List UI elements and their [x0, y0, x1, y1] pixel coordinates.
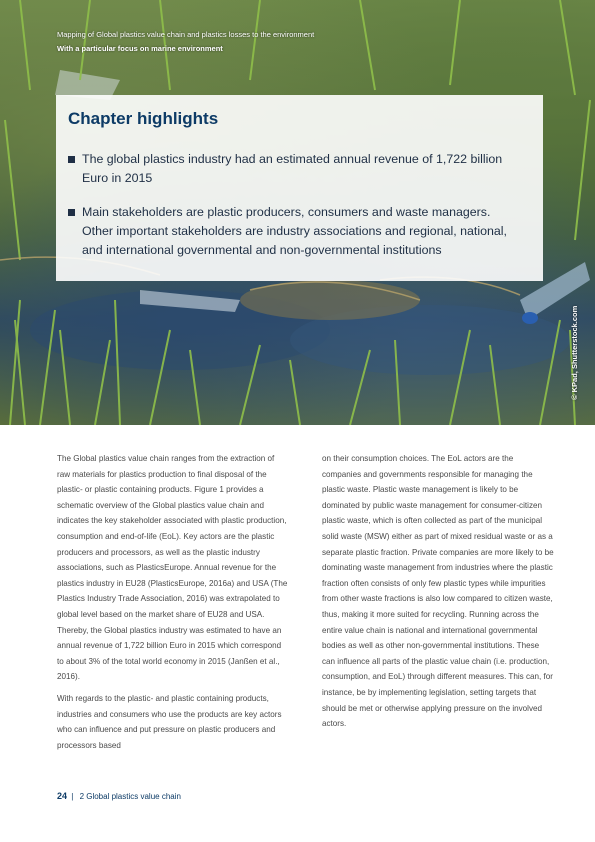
highlight-item	[68, 203, 518, 260]
body-paragraph: on their consumption choices. The EoL actors are the companies and governments responsible for managing the plastic waste. Plastic waste management is likely to be dominated by public waste management for consumer-citizen plastic waste, which is often collected as part of the municipal solid waste (MSW) either as part of mixed residual waste or as a separate plastic fraction. Private companies are more likely to be dominating waste management from industries where the plastic fraction often consists of only few plastic types while impurities from other waste fractions is also low compared to citizen waste, thus, making it more suited for recycling. Running across the entire value chain is national and international governmental bodies as well as other non-governmental institutions. These can influence all parts of the plastic value chain (i.e. production, consumption, and EoL) through different measures. This can, for instance, be by implementing legislation, setting targets that should be met or otherwise applying pressure on the involved actors.	[322, 454, 554, 729]
highlight-text: The global plastics industry had an estimated annual revenue of 1,722 billion Euro in 2015	[82, 152, 503, 185]
page-number: 24	[57, 791, 68, 801]
report-title: Mapping of Global plastics value chain and plastics losses to the environment	[57, 30, 315, 39]
chapter-highlights-box	[56, 95, 543, 281]
highlight-text: Main stakeholders are plastic producers, consumers and waste managers. Other important stakeholders are industry associations and regional, national, and international governmental and non-governmental institutions	[82, 205, 507, 257]
body-paragraph: With regards to the plastic- and plastic containing products, industries and consumers who use the products are key actors who can influence and put pressure on plastic producers and processors based	[57, 693, 282, 750]
page-footer	[57, 791, 181, 801]
body-column-right	[322, 451, 554, 738]
footer-separator: |	[71, 792, 74, 801]
body-column-left	[57, 451, 289, 759]
chapter-highlights-title: Chapter highlights	[68, 109, 219, 128]
highlight-item	[68, 150, 518, 188]
photo-credit: © KPad, Shutterstock.com	[570, 305, 579, 400]
square-bullet-icon	[68, 209, 75, 216]
body-paragraph: The Global plastics value chain ranges from the extraction of raw materials for plastics production to final disposal of the plastic- or plastic containing products. Figure 1 provides a schematic overview of the Global plastics value chain and indicates the key stakeholder associated with plastic production, consumption and end-of-life (EoL). Key actors are the plastic producers and processors, as well as the plastic industry associations, such as PlasticsEurope. Annual revenue for the plastics industry in EU28 (PlasticsEurope, 2016a) and USA (The Plastics Industry Trade Association, 2016) was extrapolated to global level based on the market share of EU28 and USA. Thereby, the Global plastics industry was estimated to have an annual revenue of 1,722 billion Euro in 2015 which correspond to about 3% of the total world economy in 2015 (Janßen et al., 2016).	[57, 454, 288, 682]
report-subtitle: With a particular focus on marine environment	[57, 44, 223, 53]
footer-section-title: 2 Global plastics value chain	[79, 792, 181, 801]
square-bullet-icon	[68, 156, 75, 163]
